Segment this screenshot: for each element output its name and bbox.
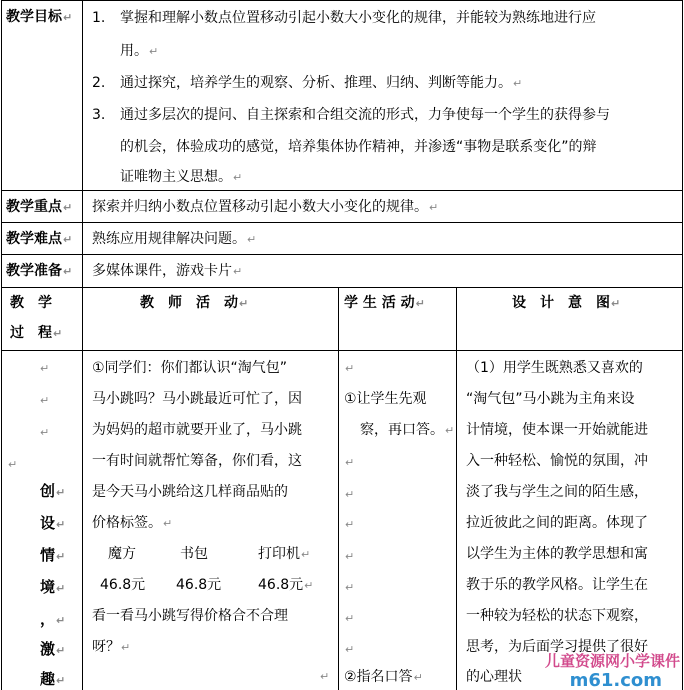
grid-line (338, 287, 339, 690)
grid-line (1, 0, 682, 1)
teacher-line-text: 价格标签。 (92, 515, 162, 531)
stage-char-text: 激 (40, 640, 56, 658)
design-intent-line: 以学生为主体的教学思想和寓 (466, 546, 648, 562)
column-header-text: 学 生 活 动 (344, 295, 415, 311)
student-activity-line (360, 421, 454, 440)
key-points-value: 探索并归纳小数点位置移动引起小数大小变化的规律。 (92, 199, 428, 215)
stage-char (40, 546, 65, 566)
stage-char (40, 514, 65, 534)
paragraph-mark: ↵ (345, 550, 355, 563)
student-activity-line (344, 668, 423, 687)
paragraph-mark: ↵ (413, 671, 423, 684)
column-header-text: 设 计 意 图 (512, 295, 610, 311)
paragraph-mark: ↵ (40, 394, 50, 407)
teacher-activity-header (140, 294, 248, 313)
grid-line (1, 350, 682, 351)
objective-text: 的机会，体验成功的感觉，培养集体协作精神，并渗透“事物是联系变化”的辩 (120, 139, 597, 155)
stage-char-text: 情 (40, 546, 56, 564)
stage-char-text: ， (40, 610, 56, 628)
paragraph-mark: ↵ (415, 297, 425, 310)
objective-number: 3. (92, 107, 106, 123)
preparation-label (6, 262, 72, 281)
difficulty-text (92, 230, 256, 249)
paragraph-mark: ↵ (304, 579, 314, 592)
paragraph-mark: ↵ (56, 582, 66, 595)
paragraph-mark: ↵ (163, 517, 173, 530)
stage-char (40, 610, 65, 630)
objective-number: 1. (92, 10, 106, 26)
stage-char-text: 境 (40, 578, 56, 596)
design-intent-line: 的心理状 (466, 669, 522, 685)
grid-line (682, 0, 683, 690)
paragraph-mark: ↵ (345, 488, 355, 501)
stage-char (40, 482, 65, 502)
paragraph-mark: ↵ (233, 265, 243, 278)
grid-line (1, 190, 682, 191)
teacher-line: 是今天马小跳给这几样商品贴的 (92, 484, 288, 500)
paragraph-mark: ↵ (345, 518, 355, 531)
paragraph-mark: ↵ (513, 77, 523, 90)
product-name-text: 打印机 (258, 546, 300, 562)
key-points-text (92, 198, 438, 217)
paragraph-mark: ↵ (233, 171, 243, 184)
grid-line (1, 254, 682, 255)
paragraph-mark: ↵ (40, 426, 50, 439)
process-header-line-2 (10, 324, 62, 343)
paragraph-mark: ↵ (56, 674, 66, 687)
product-price: 46.8元 (176, 577, 222, 593)
objective-text: 掌握和理解小数点位置移动引起小数大小变化的规律，并能较为熟练地进行应 (120, 10, 596, 26)
paragraph-mark: ↵ (345, 362, 355, 375)
design-intent-line: 淡了我与学生之间的陌生感， (466, 484, 648, 500)
process-header-text: 过 程 (10, 325, 52, 341)
stage-char (40, 578, 65, 598)
watermark-line-1: 儿童资源网小学课件 (544, 652, 680, 670)
design-intent-line: 教于乐的教学风格。让学生在 (466, 577, 648, 593)
teacher-line (92, 514, 172, 533)
objective-text: 用。 (120, 43, 148, 59)
preparation-text (92, 262, 242, 281)
preparation-value: 多媒体课件，游戏卡片 (92, 263, 232, 279)
process-header-text: 教 学 (10, 295, 52, 311)
key-points-label (6, 198, 72, 217)
objective-3-line-1 (120, 106, 610, 124)
paragraph-mark: ↵ (40, 362, 50, 375)
paragraph-mark: ↵ (56, 614, 66, 627)
paragraph-mark: ↵ (53, 327, 63, 340)
design-intent-line: 入一种轻松、愉悦的氛围，冲 (466, 453, 648, 469)
paragraph-mark: ↵ (149, 45, 159, 58)
product-price (258, 576, 313, 595)
paragraph-mark: ↵ (56, 486, 66, 499)
grid-line (1, 287, 682, 288)
difficulty-value: 熟练应用规律解决问题。 (92, 231, 246, 247)
paragraph-mark: ↵ (429, 201, 439, 214)
design-intent-line: 计情境，使本课一开始就能进 (466, 422, 648, 438)
paragraph-mark: ↵ (8, 458, 18, 471)
objective-text: 通过探究，培养学生的观察、分析、推理、归纳、判断等能力。 (120, 75, 512, 91)
grid-line (82, 0, 83, 690)
objective-1-line-2 (120, 42, 158, 61)
grid-line (1, 222, 682, 223)
objectives-label (6, 8, 72, 27)
objective-text: 通过多层次的提问、自主探索和合组交流的形式，力争使每一个学生的获得参与 (120, 107, 610, 123)
stage-char (40, 640, 65, 660)
design-intent-line: 思考，为后面学习提供了很好 (466, 639, 648, 655)
design-intent-line: “淘气包”马小跳为主角来设 (466, 391, 635, 407)
preparation-label-text: 教学准备 (6, 263, 62, 279)
watermark-line-2: m61.com (569, 670, 662, 690)
paragraph-mark: ↵ (239, 297, 249, 310)
objective-number: 2. (92, 75, 106, 91)
stage-char-text: 趣 (40, 670, 56, 688)
objective-text: 证唯物主义思想。 (120, 169, 232, 185)
grid-line (456, 287, 457, 690)
paragraph-mark: ↵ (301, 548, 311, 561)
objective-2-line-1 (120, 74, 522, 93)
paragraph-mark: ↵ (345, 456, 355, 469)
teacher-line: 一有时间就帮忙筹备，你们看，这 (92, 453, 302, 469)
paragraph-mark: ↵ (56, 518, 66, 531)
paragraph-mark: ↵ (63, 233, 73, 246)
teacher-line: 看一看马小跳写得价格合不合理 (92, 608, 288, 624)
objectives-label-text: 教学目标 (6, 9, 62, 25)
design-intent-line: （1）用学生既熟悉又喜欢的 (466, 360, 643, 376)
paragraph-mark: ↵ (56, 550, 66, 563)
objective-1-line-1 (120, 9, 596, 27)
teacher-line: ①同学们：你们都认识“淘气包” (92, 360, 288, 376)
paragraph-mark: ↵ (345, 612, 355, 625)
paragraph-mark: ↵ (345, 643, 355, 656)
difficulty-label (6, 230, 72, 249)
column-header-text: 教 师 活 动 (140, 295, 238, 311)
product-price-text: 46.8元 (258, 577, 304, 593)
paragraph-mark: ↵ (445, 424, 455, 437)
student-activity-text: ②指名口答 (344, 669, 413, 685)
difficulty-label-text: 教学难点 (6, 231, 62, 247)
stage-char-text: 创 (40, 482, 56, 500)
paragraph-mark: ↵ (63, 201, 73, 214)
design-intent-header (512, 294, 620, 313)
paragraph-mark: ↵ (611, 297, 621, 310)
grid-line (1, 0, 2, 690)
student-activity-header (344, 294, 425, 313)
site-watermark (462, 650, 682, 690)
key-points-label-text: 教学重点 (6, 199, 62, 215)
teacher-line: 马小跳吗？马小跳最近可忙了，因 (92, 391, 302, 407)
objective-3-line-3 (120, 168, 242, 187)
product-name (258, 545, 310, 564)
paragraph-mark: ↵ (63, 11, 73, 24)
paragraph-mark: ↵ (345, 581, 355, 594)
paragraph-mark: ↵ (247, 233, 257, 246)
process-header-line-1 (10, 294, 52, 312)
stage-char-text: 设 (40, 514, 56, 532)
teacher-line (92, 638, 130, 657)
paragraph-mark: ↵ (63, 265, 73, 278)
objective-3-line-2 (120, 138, 597, 156)
product-name: 魔方 (108, 546, 136, 562)
design-intent-line: 拉近彼此之间的距离。体现了 (466, 515, 648, 531)
teacher-line: 为妈妈的超市就要开业了，马小跳 (92, 422, 302, 438)
student-activity-line: ①让学生先观 (344, 391, 427, 407)
product-name: 书包 (180, 546, 208, 562)
paragraph-mark: ↵ (56, 644, 66, 657)
student-activity-text: 察，再口答。 (360, 422, 444, 438)
design-intent-line: 一种较为轻松的状态下观察， (466, 608, 648, 624)
product-price: 46.8元 (100, 577, 146, 593)
paragraph-mark: ↵ (320, 670, 330, 683)
teacher-line-text: 呀？ (92, 639, 120, 655)
stage-char (40, 670, 65, 690)
paragraph-mark: ↵ (121, 641, 131, 654)
